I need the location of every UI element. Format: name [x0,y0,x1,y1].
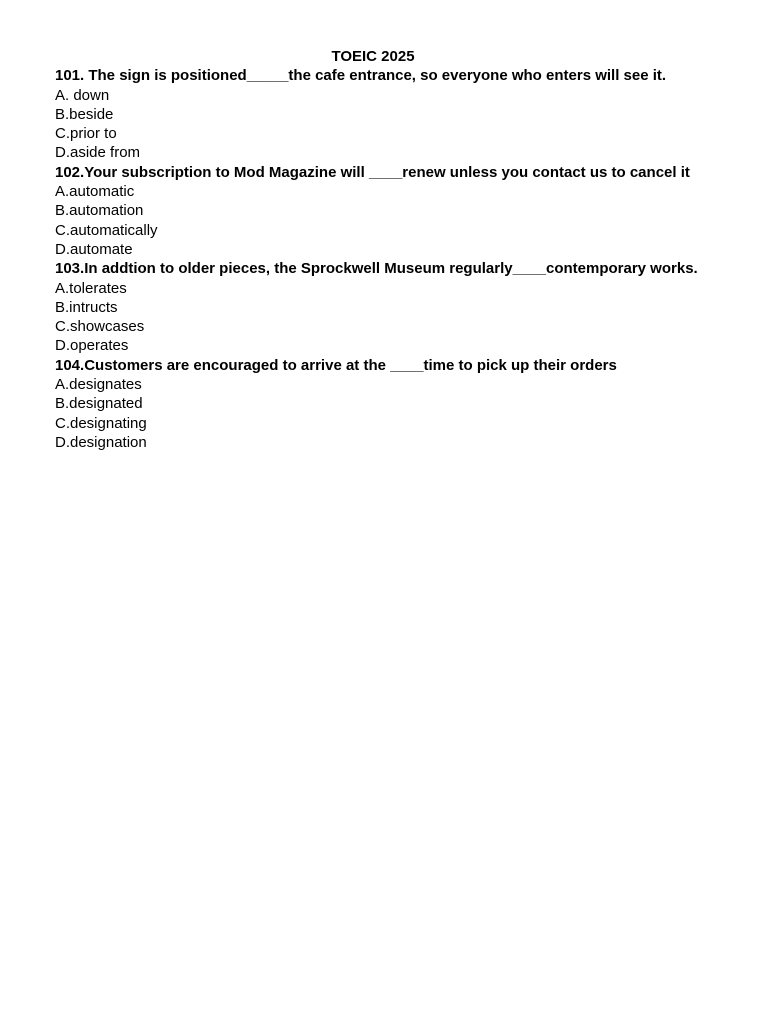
document-body [55,47,705,452]
question-101: 101. The sign is positioned_____the cafe entrance, so everyone who enters will see it. [55,67,667,85]
option-102-a: A.automatic [55,183,135,201]
document-title: TOEIC 2025 [331,48,415,65]
option-103-b: B.intructs [55,298,118,316]
option-101-a: A. down [55,86,110,104]
option-103-c: C.showcases [55,318,145,336]
option-101-d: D.aside from [55,144,141,162]
option-101-c: C.prior to [55,125,117,143]
option-103-a: A.tolerates [55,279,127,297]
option-101-b: B.beside [55,105,114,123]
option-102-b: B.automation [55,202,144,220]
question-102: 102.Your subscription to Mod Magazine will ____renew unless you contact us to cancel it [55,163,690,181]
option-102-d: D.automate [55,240,133,258]
question-104: 104.Customers are encouraged to arrive at the ____time to pick up their orders [55,356,617,374]
option-104-d: D.designation [55,433,147,451]
option-104-b: B.designated [55,395,143,413]
question-103: 103.In addtion to older pieces, the Sprockwell Museum regularly____contemporary works. [55,260,698,278]
option-102-c: C.automatically [55,221,158,239]
option-103-d: D.operates [55,337,129,355]
option-104-c: C.designating [55,414,147,432]
option-104-a: A.designates [55,376,142,394]
